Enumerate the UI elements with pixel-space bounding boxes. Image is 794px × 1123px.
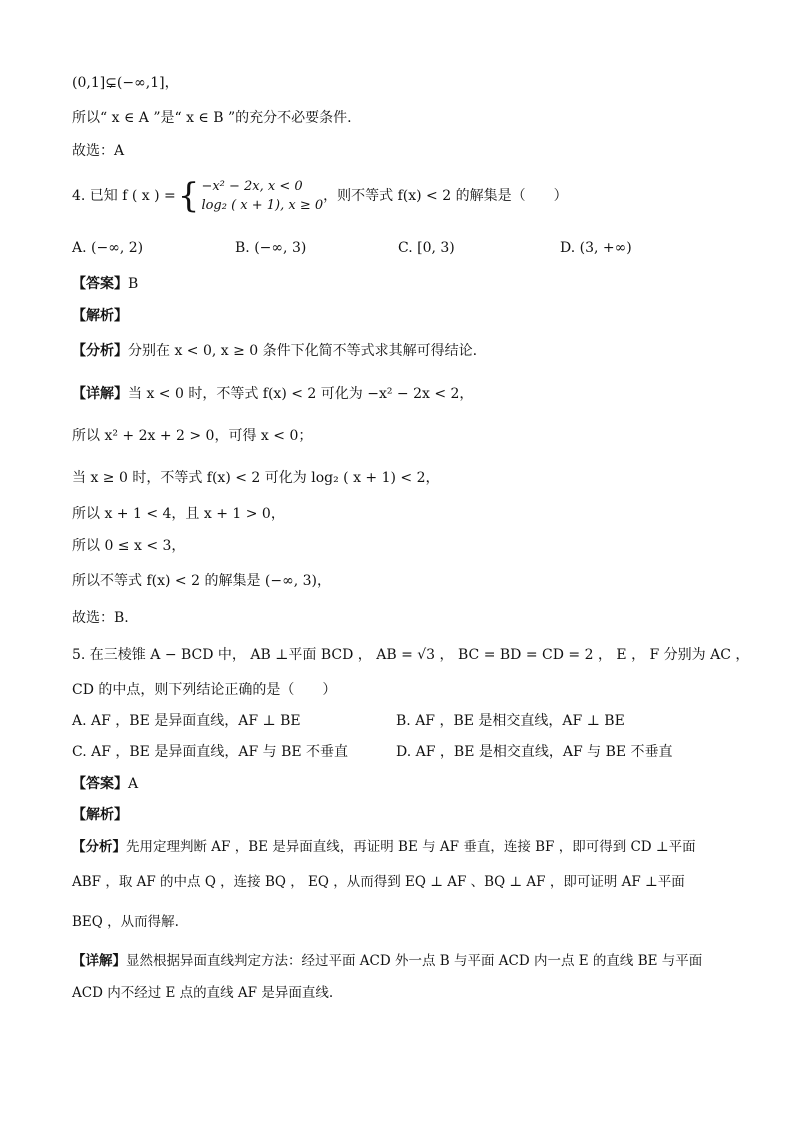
xiangjie-4-6: 所以不等式 f(x) < 2 的解集是 (−∞, 3)， xyxy=(72,573,332,589)
case-2: log₂ ( x + 1), x ≥ 0 xyxy=(201,198,324,213)
fenxi-5-1-text: 先用定理判断 AF ，BE 是异面直线，再证明 BE 与 AF 垂直，连接 BF ，即可得到 CD ⊥平面 xyxy=(126,839,696,855)
xiangjie-4-1 xyxy=(72,385,473,403)
xiangjie-5-2: ACD 内不经过 E 点的直线 AF 是异面直线. xyxy=(72,985,334,1001)
q5-option-b: B. AF ，BE 是相交直线，AF ⊥ BE xyxy=(396,713,625,729)
question-5-line-1: 5. 在三棱锥 A − BCD 中， AB ⊥平面 BCD ， AB = √3 ， BC = BD = CD = 2 ， E ， F 分别为 AC ， xyxy=(72,647,750,663)
q4-suffix: ，则不等式 f(x) < 2 的解集是（ ） xyxy=(323,188,568,204)
fenxi-5-2: ABF ，取 AF 的中点 Q ，连接 BQ ， EQ ，从而得到 EQ ⊥ AF 、BQ ⊥ AF ，即可证明 AF ⊥平面 xyxy=(72,874,685,890)
fenxi-tag-5: 【分析】 xyxy=(72,839,126,855)
q4-option-c: C. [0, 3) xyxy=(398,240,455,256)
xiangjie-4-2: 所以 x² + 2x + 2 > 0，可得 x < 0； xyxy=(72,428,313,444)
xiangjie-tag: 【详解】 xyxy=(72,386,128,402)
q5-option-a: A. AF ，BE 是异面直线，AF ⊥ BE xyxy=(72,713,301,729)
answer-4 xyxy=(72,275,138,293)
text-line-1: (0,1]⊊(−∞,1]， xyxy=(72,75,179,91)
q4-option-a: A. (−∞, 2) xyxy=(72,240,144,256)
piecewise-cases xyxy=(201,177,323,215)
answer-5 xyxy=(72,775,138,793)
q4-options xyxy=(72,238,732,258)
answer-tag: 【答案】 xyxy=(72,276,128,292)
fenxi-tag: 【分析】 xyxy=(72,343,128,359)
answer-5-value: A xyxy=(128,776,139,792)
xiangjie-4-1-text: 当 x < 0 时，不等式 f(x) < 2 可化为 −x² − 2x < 2， xyxy=(128,386,474,402)
text-line-2: 所以“ x ∈ A ”是“ x ∈ B ”的充分不必要条件. xyxy=(72,110,352,126)
xiangjie-4-3: 当 x ≥ 0 时，不等式 f(x) < 2 可化为 log₂ ( x + 1) < 2， xyxy=(72,470,440,486)
xiangjie-4-7: 故选：B. xyxy=(72,610,129,626)
xiangjie-4-4: 所以 x + 1 < 4，且 x + 1 > 0， xyxy=(72,506,285,522)
xiangjie-4-5: 所以 0 ≤ x < 3， xyxy=(72,538,186,554)
xiangjie-tag-5: 【详解】 xyxy=(72,953,126,969)
q4-option-b: B. (−∞, 3) xyxy=(235,240,307,256)
answer-4-value: B xyxy=(128,276,139,292)
fenxi-4 xyxy=(72,342,477,360)
answer-tag-5: 【答案】 xyxy=(72,776,128,792)
text-line-3: 故选：A xyxy=(72,143,125,159)
jiexi-tag: 【解析】 xyxy=(72,308,128,324)
question-4 xyxy=(72,174,568,218)
brace-symbol: { xyxy=(177,176,200,216)
xiangjie-5-1-text: 显然根据异面直线判定方法：经过平面 ACD 外一点 B 与平面 ACD 内一点 E 的直线 BE 与平面 xyxy=(126,953,703,969)
q4-option-d: D. (3, +∞) xyxy=(560,240,632,256)
analysis-5-heading xyxy=(72,806,128,824)
analysis-4-heading xyxy=(72,307,128,325)
q5-options-row-1 xyxy=(72,711,732,731)
q5-option-c: C. AF ，BE 是异面直线，AF 与 BE 不垂直 xyxy=(72,744,349,760)
q5-option-d: D. AF ，BE 是相交直线，AF 与 BE 不垂直 xyxy=(396,744,673,760)
fenxi-4-text: 分别在 x < 0, x ≥ 0 条件下化简不等式求其解可得结论. xyxy=(128,343,478,359)
q5-options-row-2 xyxy=(72,742,732,762)
question-5-line-2: CD 的中点，则下列结论正确的是（ ） xyxy=(72,682,337,698)
q4-prefix: 4. 已知 f ( x ) = xyxy=(72,188,176,204)
jiexi-tag-5: 【解析】 xyxy=(72,807,128,823)
fenxi-5-1 xyxy=(72,838,696,856)
case-1: −x² − 2x, x < 0 xyxy=(201,179,303,194)
fenxi-5-3: BEQ ，从而得解. xyxy=(72,914,179,930)
xiangjie-5-1 xyxy=(72,952,702,970)
